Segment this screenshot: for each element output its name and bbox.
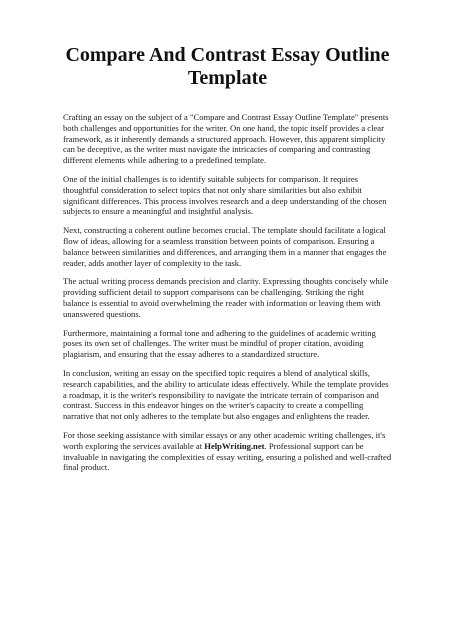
page-title: Compare And Contrast Essay Outline Template (65, 44, 390, 89)
assistance-text-before: For those seeking assistance with similar essays or any other academic writing challenges, it's worth exploring the services available at (63, 429, 386, 451)
paragraph-writing-process: The actual writing process demands precision and clarity. Expressing thoughts concisely while providing sufficient detail to support comparisons can be challenging. Striking the right balance is essential to avoid overwhelming the reader with information or leaving them with unanswered questions. (63, 276, 389, 319)
assistance-text-after: . Professional support can be invaluable in navigating the complexities of essay writing, ensuring a polished and well-crafted final product. (63, 440, 392, 473)
paragraph-formal-tone: Furthermore, maintaining a formal tone and adhering to the guidelines of academic writing poses its own set of challenges. The writer must be mindful of proper citation, avoiding plagiarism, and ensuring that the essay adheres to a standardized structure. (63, 327, 376, 360)
paragraph-challenges: One of the initial challenges is to identify suitable subjects for comparison. It requires thoughtful consideration to select topics that not only share similarities but also exhibit significant differences. This process involves research and a deep understanding of the chosen subjects to ensure a meaningful and insightful analysis. (63, 173, 387, 217)
paragraph-conclusion: In conclusion, writing an essay on the specified topic requires a blend of analytical skills, research capabilities, and the ability to articulate ideas effectively. While the template provides a roadmap, it is the writer's responsibility to navigate the intricate terrain of comparison and contrast. Success in this endeavor hinges on the writer's capacity to create a compelling narrative that not only adheres to the template but also engages and enlightens the reader. (63, 367, 389, 422)
helpwriting-link[interactable]: HelpWriting.net (204, 440, 265, 451)
paragraph-assistance (63, 430, 392, 473)
paragraph-intro: Crafting an essay on the subject of a "Compare and Contrast Essay Outline Template" presents both challenges and opportunities for the writer. On one hand, the topic itself provides a clear framework, as it inherently demands a structured approach. However, this apparent simplicity can be deceptive, as the writer must navigate the intricacies of comparing and contrasting different elements while adhering to a predefined template. (63, 112, 389, 166)
paragraph-outline: Next, constructing a coherent outline becomes crucial. The template should facilitate a logical flow of ideas, allowing for a seamless transition between points of comparison. Ensuring a balance between similarities and differences, and arranging them in a manner that engages the reader, adds another layer of complexity to the task. (63, 225, 387, 268)
